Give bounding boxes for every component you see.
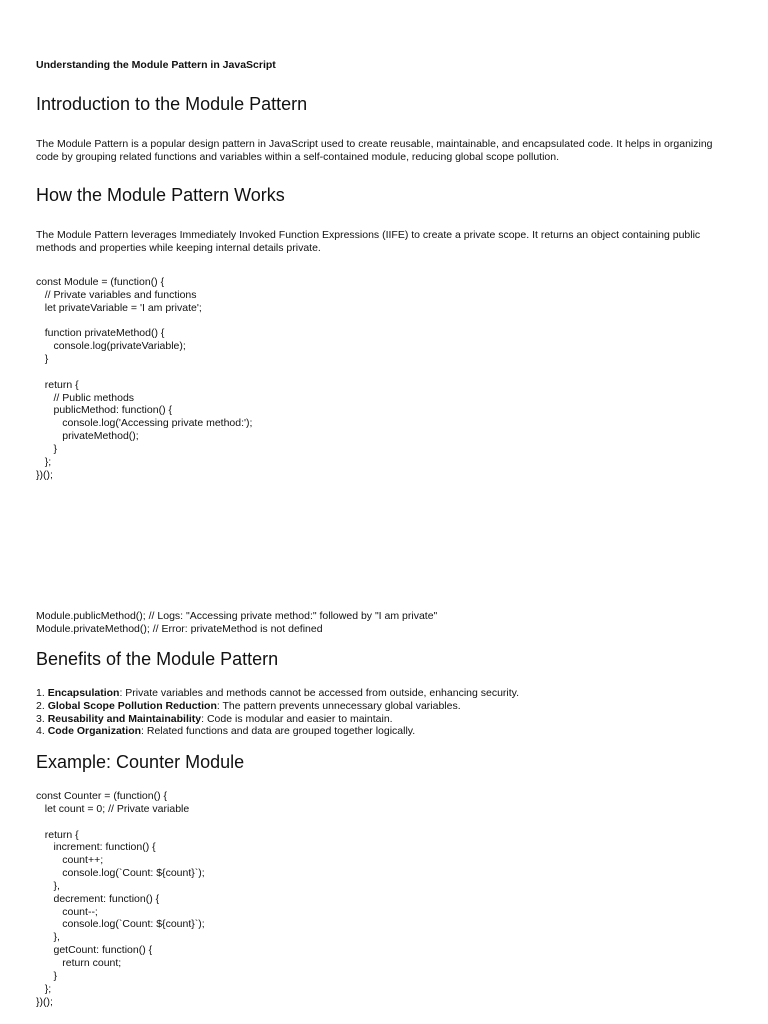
list-item-number: 2. (36, 699, 48, 712)
list-item-term: Encapsulation (47, 687, 120, 699)
list-item (36, 687, 519, 700)
list-item-text: : The pattern prevents unnecessary global variables. (216, 699, 461, 712)
list-item-number: 4. (36, 725, 48, 738)
benefits-heading: Benefits of the Module Pattern (36, 649, 279, 669)
how-it-works-paragraph: The Module Pattern leverages Immediately Invoked Function Expressions (IIFE) to create a private scope. It returns an object containing public methods and properties while keeping internal details private. (36, 229, 701, 254)
counter-code-block: const Counter = (function() { let count = 0; // Private variable return { increment: function() { count++; console.log(`Count: ${count}`); }, decrement: function() { count--; console.log(`Count: ${count}`); }, getCount: function() { return count; } }; })(); (36, 790, 205, 1008)
intro-paragraph: The Module Pattern is a popular design pattern in JavaScript used to create reusable, maintainable, and encapsulated code. It helps in organizing code by grouping related functions and variables within a self-contained module, reducing global scope pollution. (36, 138, 713, 163)
list-item (36, 700, 519, 713)
how-it-works-heading: How the Module Pattern Works (36, 185, 285, 205)
list-item (36, 725, 519, 738)
intro-heading: Introduction to the Module Pattern (36, 94, 308, 114)
benefits-list (36, 687, 519, 738)
list-item-text: : Code is modular and easier to maintain. (201, 712, 393, 725)
list-item-term: Global Scope Pollution Reduction (47, 699, 217, 712)
list-item-text: : Private variables and methods cannot be accessed from outside, enhancing security. (119, 687, 520, 699)
document-title: Understanding the Module Pattern in JavaScript (36, 59, 276, 71)
module-usage-code-block: Module.publicMethod(); // Logs: "Accessing private method:" followed by "I am private" Module.privateMethod(); // Error: privateMethod is not defined (36, 610, 438, 635)
counter-example-heading: Example: Counter Module (36, 752, 245, 772)
list-item-term: Reusability and Maintainability (47, 712, 202, 725)
list-item-number: 1. (36, 687, 48, 699)
module-code-block: const Module = (function() { // Private variables and functions let privateVariable = 'I am private'; function privateMethod() { console.log(privateVariable); } return { // Public methods publicMethod: function() { console.log('Accessing private method:'); privateMethod(); } }; })(); (36, 276, 253, 481)
list-item-term: Code Organization (47, 725, 142, 738)
list-item (36, 713, 519, 726)
list-item-text: : Related functions and data are grouped together logically. (141, 725, 416, 738)
list-item-number: 3. (36, 712, 48, 725)
